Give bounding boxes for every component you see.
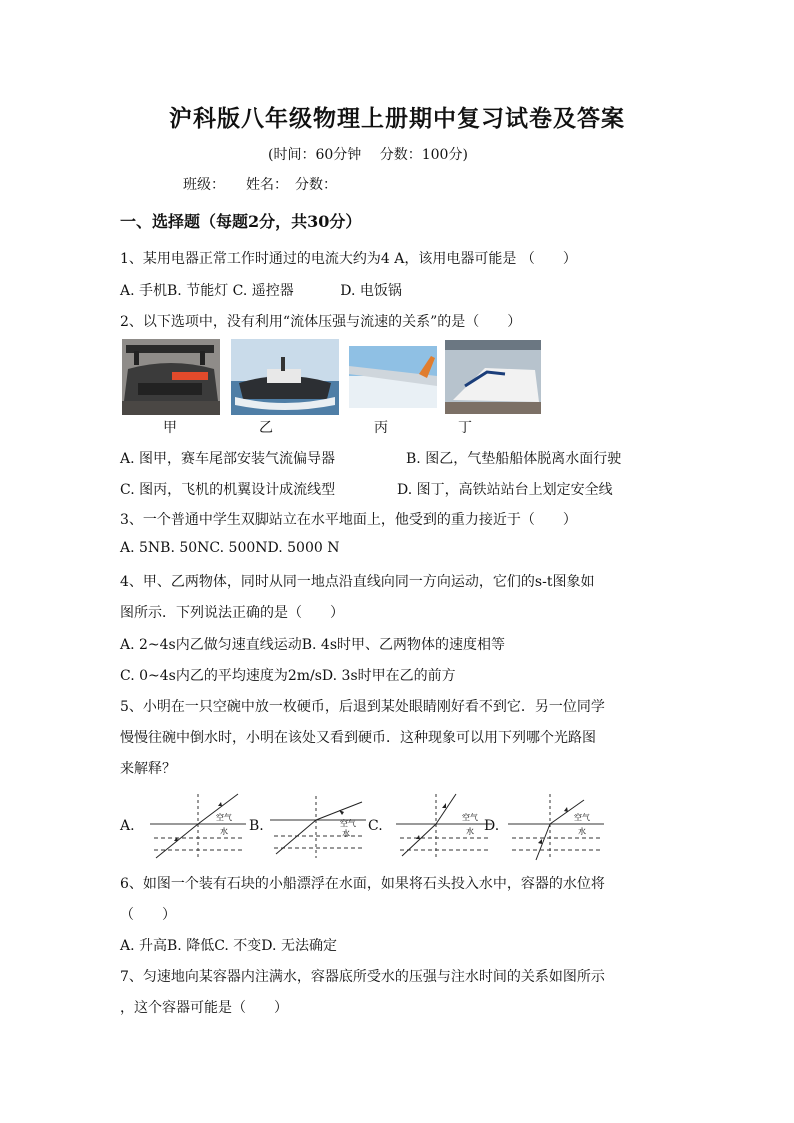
diagram-c bbox=[396, 790, 492, 862]
air-label: 空气 bbox=[340, 819, 356, 828]
question-2-option-b: B. 图乙，气垫船船体脱离水面行驶 bbox=[406, 451, 622, 467]
water-label: 水 bbox=[220, 827, 228, 836]
airplane-wing-image bbox=[349, 346, 437, 408]
question-5-stem-line3: 来解释？ bbox=[120, 761, 176, 777]
caption-yi: 乙 bbox=[259, 420, 273, 436]
question-7-stem-line2: ，这个容器可能是（ ） bbox=[120, 1000, 288, 1016]
question-4-stem-line1: 4、甲、乙两物体，同时从同一地点沿直线向同一方向运动，它们的s-t图象如 bbox=[120, 574, 595, 590]
question-3-stem: 3、一个普通中学生双脚站立在水平地面上，他受到的重力接近于（ ） bbox=[120, 512, 577, 528]
diagram-a bbox=[150, 790, 246, 862]
diagram-d bbox=[508, 790, 604, 862]
question-5-stem-line1: 5、小明在一只空碗中放一枚硬币，后退到某处眼睛刚好看不到它．另一位同学 bbox=[120, 699, 605, 715]
question-4-options-line1: A. 2~4s内乙做匀速直线运动B. 4s时甲、乙两物体的速度相等 bbox=[120, 637, 506, 653]
question-2-stem: 2、以下选项中，没有利用“流体压强与流速的关系”的是（ ） bbox=[120, 314, 522, 330]
caption-jia: 甲 bbox=[163, 420, 177, 436]
diagram-c-label: C. bbox=[368, 818, 383, 834]
question-7-stem-line1: 7、匀速地向某容器内注满水，容器底所受水的压强与注水时间的关系如图所示 bbox=[120, 969, 605, 985]
caption-ding: 丁 bbox=[458, 420, 472, 436]
question-4-options-line2: C. 0~4s内乙的平均速度为2m/sD. 3s时甲在乙的前方 bbox=[120, 668, 456, 684]
water-label: 水 bbox=[342, 829, 350, 838]
air-label: 空气 bbox=[574, 813, 590, 822]
student-info: 班级： 姓名： 分数： bbox=[183, 177, 337, 193]
water-label: 水 bbox=[466, 827, 474, 836]
diagram-d-label: D. bbox=[484, 818, 500, 834]
question-1-options: A. 手机B. 节能灯 C. 遥控器 D. 电饭锅 bbox=[120, 283, 402, 299]
race-car-image bbox=[122, 339, 220, 415]
exam-meta: (时间：60分钟 分数：100分) bbox=[268, 147, 468, 163]
question-1-stem: 1、某用电器正常工作时通过的电流大约为4 A，该用电器可能是 （ ） bbox=[120, 251, 577, 267]
question-2-option-d: D. 图丁，高铁站站台上划定安全线 bbox=[397, 482, 613, 498]
question-2-option-c: C. 图丙，飞机的机翼设计成流线型 bbox=[120, 482, 336, 498]
question-6-options: A. 升高B. 降低C. 不变D. 无法确定 bbox=[120, 938, 337, 954]
question-6-stem-line1: 6、如图一个装有石块的小船漂浮在水面，如果将石头投入水中，容器的水位将 bbox=[120, 876, 605, 892]
question-4-stem-line2: 图所示．下列说法正确的是（ ） bbox=[120, 605, 344, 621]
air-label: 空气 bbox=[462, 813, 478, 822]
diagram-a-label: A. bbox=[120, 818, 135, 834]
page-title: 沪科版八年级物理上册期中复习试卷及答案 bbox=[169, 105, 625, 132]
hovercraft-image bbox=[231, 339, 339, 415]
air-label: 空气 bbox=[216, 813, 232, 822]
high-speed-train-image bbox=[445, 340, 541, 414]
question-6-stem-line2: （ ） bbox=[120, 907, 176, 923]
caption-bing: 丙 bbox=[374, 420, 388, 436]
question-3-options: A. 5NB. 50NC. 500ND. 5000 N bbox=[120, 540, 340, 556]
question-5-stem-line2: 慢慢往碗中倒水时，小明在该处又看到硬币．这种现象可以用下列哪个光路图 bbox=[120, 730, 596, 746]
diagram-b-label: B. bbox=[249, 818, 264, 834]
diagram-b bbox=[270, 796, 366, 860]
question-2-option-a: A. 图甲，赛车尾部安装气流偏导器 bbox=[120, 451, 336, 467]
water-label: 水 bbox=[578, 827, 586, 836]
section-heading: 一、选择题（每题2分，共30分） bbox=[120, 212, 362, 231]
